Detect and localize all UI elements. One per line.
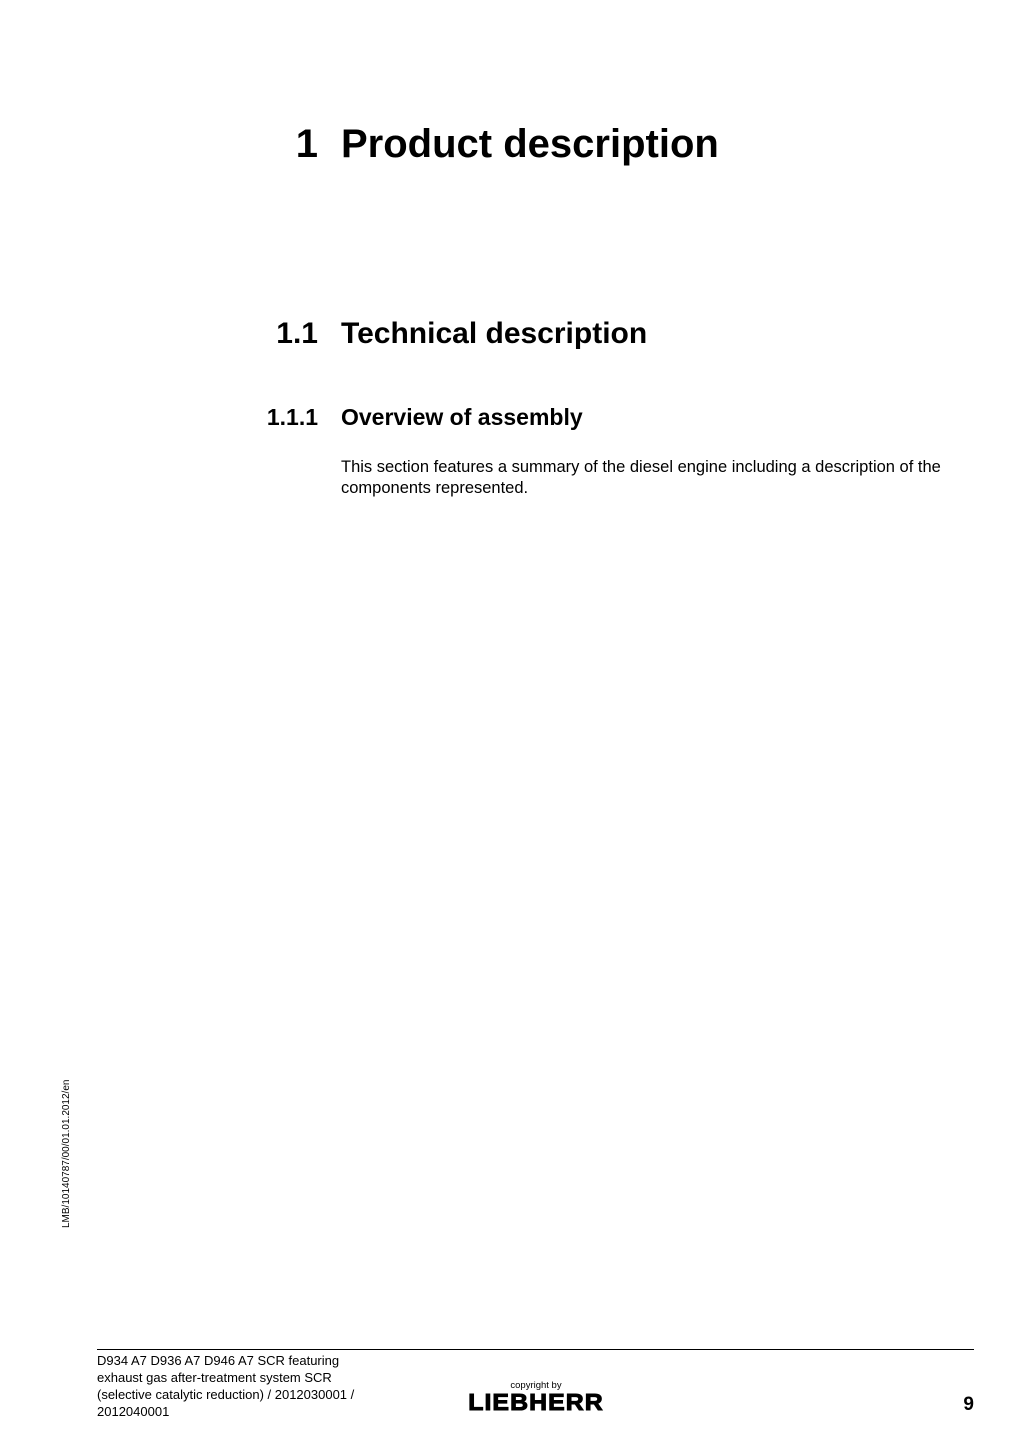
heading-1-number: 1 bbox=[295, 122, 318, 166]
heading-2-number: 1.1 bbox=[276, 317, 318, 350]
heading-3-title: Overview of assembly bbox=[341, 404, 583, 430]
footer-line: 2012040001 bbox=[97, 1404, 170, 1419]
heading-2-title: Technical description bbox=[341, 317, 648, 350]
copyright-label: copyright by bbox=[510, 1380, 562, 1391]
page-number: 9 bbox=[963, 1394, 974, 1415]
footer-divider bbox=[97, 1349, 974, 1350]
footer-brand bbox=[462, 1380, 610, 1413]
liebherr-logo: LIEBHERR bbox=[468, 1389, 604, 1415]
footer-line: exhaust gas after-treatment system SCR bbox=[97, 1370, 332, 1385]
footer-line: (selective catalytic reduction) / 2012030001 / bbox=[97, 1387, 355, 1402]
heading-1-title: Product description bbox=[341, 122, 719, 166]
body-paragraph: This section features a summary of the diesel engine including a description of the components represented. bbox=[341, 458, 941, 497]
document-code: LMB/10140787/00/01.01.2012/en bbox=[61, 1079, 72, 1228]
heading-3-number: 1.1.1 bbox=[266, 404, 318, 430]
footer-line: D934 A7 D936 A7 D946 A7 SCR featuring bbox=[97, 1353, 340, 1368]
footer-document-title bbox=[97, 1352, 397, 1420]
